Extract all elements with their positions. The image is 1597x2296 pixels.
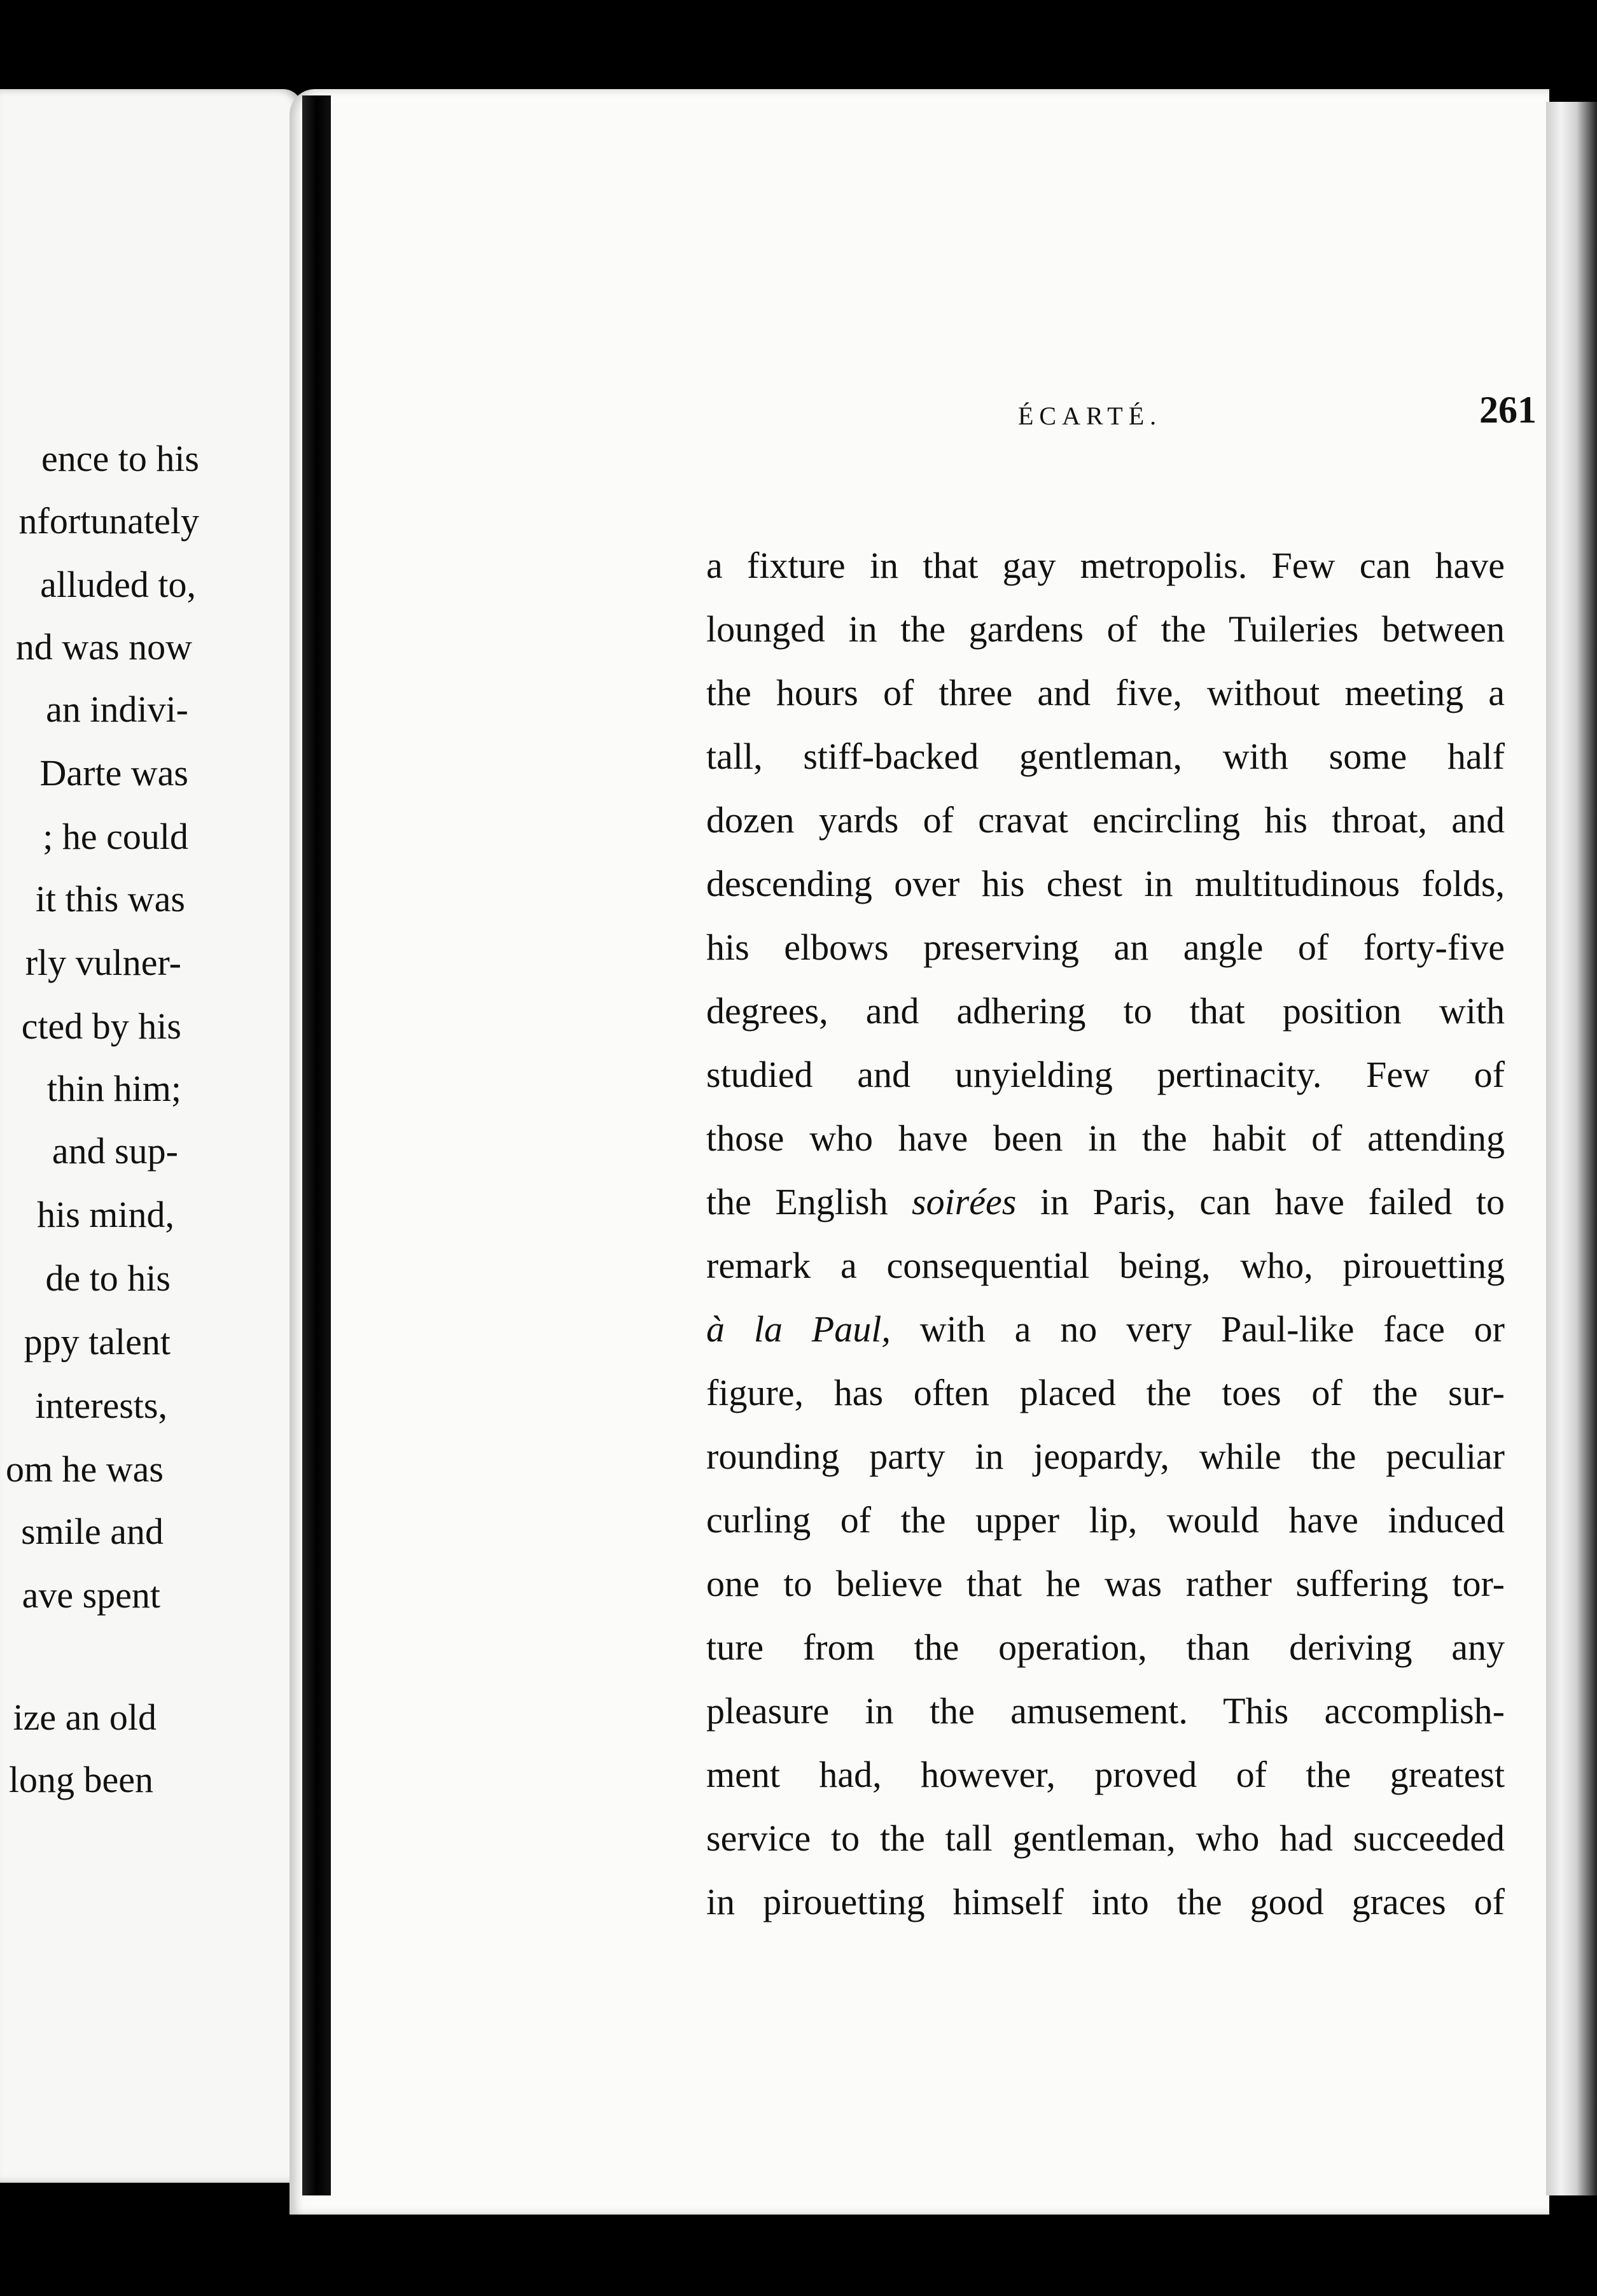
- body-text-line: [706, 1565, 1505, 1629]
- text-run: those who have been in the habit of attending: [706, 1117, 1505, 1159]
- left-text-line: thin him;: [46, 1068, 181, 1109]
- running-title: ÉCARTÉ.: [1018, 402, 1162, 430]
- text-run: tall, stiff-backed gentleman, with some half: [706, 736, 1505, 777]
- text-run: his elbows preserving an angle of forty-five: [706, 927, 1505, 968]
- body-text-line: [706, 990, 1505, 1056]
- body-text: [706, 547, 1505, 1947]
- body-text-line: [706, 1881, 1505, 1947]
- running-head: [738, 388, 1537, 439]
- left-text-line: ; he could: [43, 816, 188, 857]
- body-text-line: [706, 1247, 1505, 1311]
- body-text-line: [706, 1438, 1505, 1502]
- body-text-line: [706, 799, 1505, 865]
- left-text-line: it this was: [35, 878, 185, 920]
- text-run: descending over his chest in multitudinous folds,: [706, 863, 1505, 904]
- left-text-line: cted by his: [21, 1005, 181, 1047]
- text-run: a fixture in that gay metropolis. Few can have: [706, 545, 1505, 586]
- page-edge: [1546, 102, 1597, 2195]
- body-text-line: [706, 1499, 1505, 1565]
- text-run: the hours of three and five, without meeting a: [706, 672, 1505, 713]
- left-text-line: ize an old: [13, 1697, 157, 1738]
- page-number: 261: [1479, 389, 1537, 431]
- italic-text-run: à la Paul,: [706, 1308, 891, 1350]
- body-text-line: [706, 1372, 1505, 1438]
- text-run: curling of the upper lip, would have induced: [706, 1499, 1505, 1541]
- book-gutter: [302, 95, 331, 2195]
- text-run: lounged in the gardens of the Tuileries between: [706, 608, 1505, 650]
- text-run: with a no very Paul-like face or: [890, 1308, 1505, 1350]
- left-text-line: rly vulner-: [25, 942, 181, 983]
- body-text-line: [706, 1056, 1505, 1120]
- left-text-line: long been: [8, 1759, 153, 1800]
- left-text-line: om he was: [5, 1448, 164, 1490]
- body-text-line: [706, 1308, 1505, 1375]
- left-text-line: nd was now: [15, 626, 192, 668]
- italic-text-run: soirées: [912, 1181, 1017, 1222]
- body-text-line: [706, 1181, 1505, 1247]
- body-text-line: [706, 1817, 1505, 1884]
- left-text-line: an indivi-: [46, 689, 188, 730]
- text-run: the English: [706, 1181, 912, 1222]
- body-text-line: [706, 608, 1505, 675]
- body-text-line: [706, 1117, 1505, 1184]
- body-text-line: [706, 672, 1505, 738]
- text-run: ture from the operation, than deriving any: [706, 1627, 1505, 1668]
- left-text-line: interests,: [35, 1385, 167, 1426]
- left-text-line: de to his: [45, 1257, 171, 1299]
- body-text-line: [706, 865, 1505, 929]
- body-text-line: [706, 547, 1505, 611]
- left-text-line: alluded to,: [40, 564, 196, 605]
- body-text-line: [706, 1690, 1505, 1756]
- text-run: ment had, however, proved of the greatest: [706, 1754, 1505, 1795]
- left-text-line: ave spent: [22, 1574, 160, 1616]
- text-run: studied and unyielding pertinacity. Few of: [706, 1054, 1505, 1095]
- body-text-line: [706, 738, 1505, 802]
- text-run: in Paris, can have failed to: [1016, 1181, 1505, 1222]
- left-text-line: ppy talent: [24, 1321, 171, 1362]
- text-run: dozen yards of cravat encircling his throat, and: [706, 799, 1505, 841]
- text-run: remark a consequential being, who, pirouetting: [706, 1245, 1505, 1286]
- left-text-line: ence to his: [41, 438, 199, 479]
- text-run: service to the tall gentleman, who had succeeded: [706, 1817, 1505, 1859]
- text-run: pleasure in the amusement. This accomplish-: [706, 1690, 1505, 1732]
- text-run: degrees, and adhering to that position with: [706, 990, 1505, 1032]
- left-text-line: nfortunately: [18, 500, 199, 542]
- right-page: [289, 89, 1549, 2215]
- left-text-line: Darte was: [39, 752, 188, 794]
- left-text-line: smile and: [21, 1511, 164, 1552]
- body-text-line: [706, 929, 1505, 993]
- text-run: figure, has often placed the toes of the sur-: [706, 1372, 1505, 1413]
- text-run: in pirouetting himself into the good graces of: [706, 1881, 1505, 1922]
- body-text-line: [706, 1756, 1505, 1820]
- text-run: rounding party in jeopardy, while the peculiar: [706, 1436, 1505, 1477]
- scan-border: [0, 2220, 1597, 2296]
- left-text-line: and sup-: [52, 1130, 178, 1172]
- text-run: one to believe that he was rather suffering tor-: [706, 1563, 1505, 1604]
- left-text-line: his mind,: [37, 1194, 174, 1235]
- body-text-line: [706, 1629, 1505, 1693]
- left-page: [0, 89, 302, 2183]
